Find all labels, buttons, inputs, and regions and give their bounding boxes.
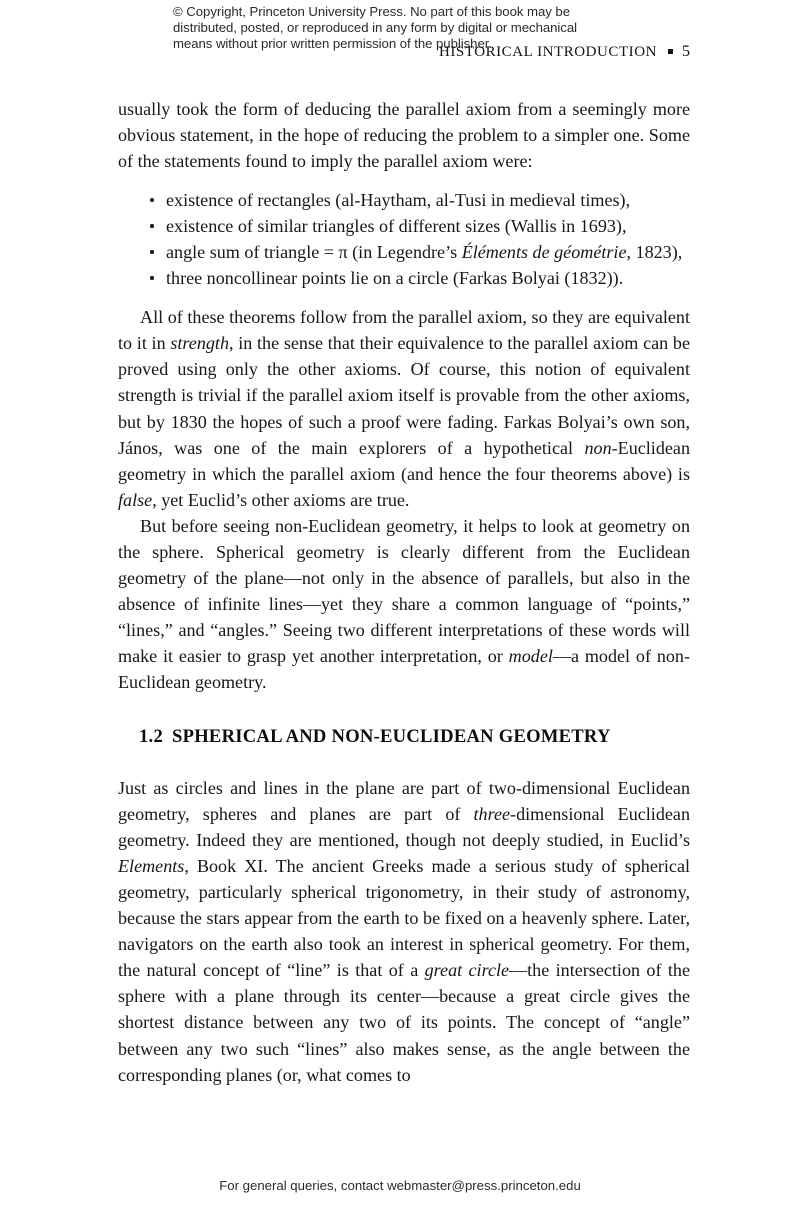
para2-seg4: , yet Euclid’s other axioms are true. xyxy=(152,489,410,510)
list-item-text-post: , 1823), xyxy=(626,242,683,263)
running-head-title: HISTORICAL INTRODUCTION xyxy=(438,44,657,60)
para4-seg4: —the intersection of the sphere with a plane through its center—because a great circle gives the shortest distance between any two of its points. The concept of “angle” between any two such “lines” also makes sense, as the angle between the corresponding planes (or, what comes to xyxy=(118,960,690,1085)
list-item xyxy=(150,239,690,265)
para2-seg3: -Euclidean geometry in which the parallel axiom (and hence the four theorems above) is xyxy=(118,437,690,484)
paragraph-continued xyxy=(118,96,690,174)
para4-seg1: Just as circles and lines in the plane are part of two-dimensional Euclidean geometry, spheres and planes are part of xyxy=(118,778,690,825)
square-bullet-icon xyxy=(668,42,673,59)
spacer xyxy=(118,291,690,304)
list-item xyxy=(150,265,690,291)
list-item xyxy=(150,213,690,239)
para4-seg2: -dimensional Euclidean geometry. Indeed they are mentioned, though not deeply studied, in Euclid’s xyxy=(118,804,690,851)
copyright-line-1: © Copyright, Princeton University Press. No part of this book may be xyxy=(173,4,570,19)
list-item-text-pre: angle sum of triangle = π (in Legendre’s xyxy=(166,242,462,263)
section-number: 1.2 xyxy=(139,726,163,748)
spacer xyxy=(118,174,690,187)
paragraph-spherical-intro xyxy=(118,513,690,695)
para4-italic-three: three xyxy=(473,804,511,825)
paragraph-equivalence xyxy=(118,304,690,512)
paragraph-1-text: usually took the form of deducing the parallel axiom from a seemingly more obvious statement, in the hope of reducing the problem to a simpler one. Some of the statements found to imply the parallel axiom were: xyxy=(118,99,690,172)
list-item-text-italic: Éléments de géométrie xyxy=(461,242,627,263)
para2-seg2: , in the sense that their equivalence to the parallel axiom can be proved using only the other axioms. Of course, this notion of equivalent strength is trivial if the parallel axiom itself is provable from the other axioms, but by 1830 the hopes of such a proof were fading. Farkas Bolyai’s own son, János, was one of the main explorers of a hypothetical xyxy=(118,333,690,458)
footer-contact-note xyxy=(0,1178,800,1193)
running-head xyxy=(118,43,690,61)
spacer xyxy=(118,695,690,725)
para2-italic-strength: strength xyxy=(170,333,229,354)
equivalent-statements-list xyxy=(118,187,690,291)
para4-italic-great-circle: great circle xyxy=(424,960,510,981)
para2-italic-non: non xyxy=(584,437,612,458)
list-item-text-pre: existence of rectangles (al-Haytham, al-Tusi in medieval times), xyxy=(166,190,631,211)
body-text-column xyxy=(118,96,690,1088)
section-heading xyxy=(118,725,690,749)
page-number: 5 xyxy=(682,43,690,60)
para4-seg3: , Book XI. The ancient Greeks made a serious study of spherical geometry, particularly spherical trigonometry, in their study of astronomy, because the stars appear from the earth to be fixed on a heavenly sphere. Later, navigators on the earth also took an interest in spherical geometry. For them, the natural concept of “line” is that of a xyxy=(118,856,690,981)
list-item xyxy=(150,187,690,213)
spacer xyxy=(118,749,690,775)
para3-seg2: —a model of non-Euclidean geometry. xyxy=(118,645,690,692)
para2-italic-false: false xyxy=(118,489,153,510)
footer-text: For general queries, contact webmaster@press.princeton.edu xyxy=(219,1178,581,1193)
para2-seg1: All of these theorems follow from the parallel axiom, so they are equivalent to it in xyxy=(118,307,690,354)
para3-seg1: But before seeing non-Euclidean geometry, it helps to look at geometry on the sphere. Spherical geometry is clearly different from the Euclidean geometry of the plane—not only in the absence of parallels, but also in the absence of infinite lines—yet they share a common language of “points,” “lines,” and “angles.” Seeing two different interpretations of these words will make it easier to grasp yet another interpretation, or xyxy=(118,515,690,666)
copyright-line-2: distributed, posted, or reproduced in any form by digital or mechanical xyxy=(173,20,578,36)
para3-italic-model: model xyxy=(508,645,553,666)
section-title: SPHERICAL AND NON-EUCLIDEAN GEOMETRY xyxy=(172,726,611,748)
paragraph-section-body xyxy=(118,775,690,1088)
para4-italic-elements: Elements xyxy=(118,856,185,877)
list-item-text-pre: three noncollinear points lie on a circle (Farkas Bolyai (1832)). xyxy=(166,268,624,289)
copyright-line-3: means without prior written permission of the publisher. xyxy=(173,36,492,52)
list-item-text-pre: existence of similar triangles of different sizes (Wallis in 1693), xyxy=(166,216,627,237)
